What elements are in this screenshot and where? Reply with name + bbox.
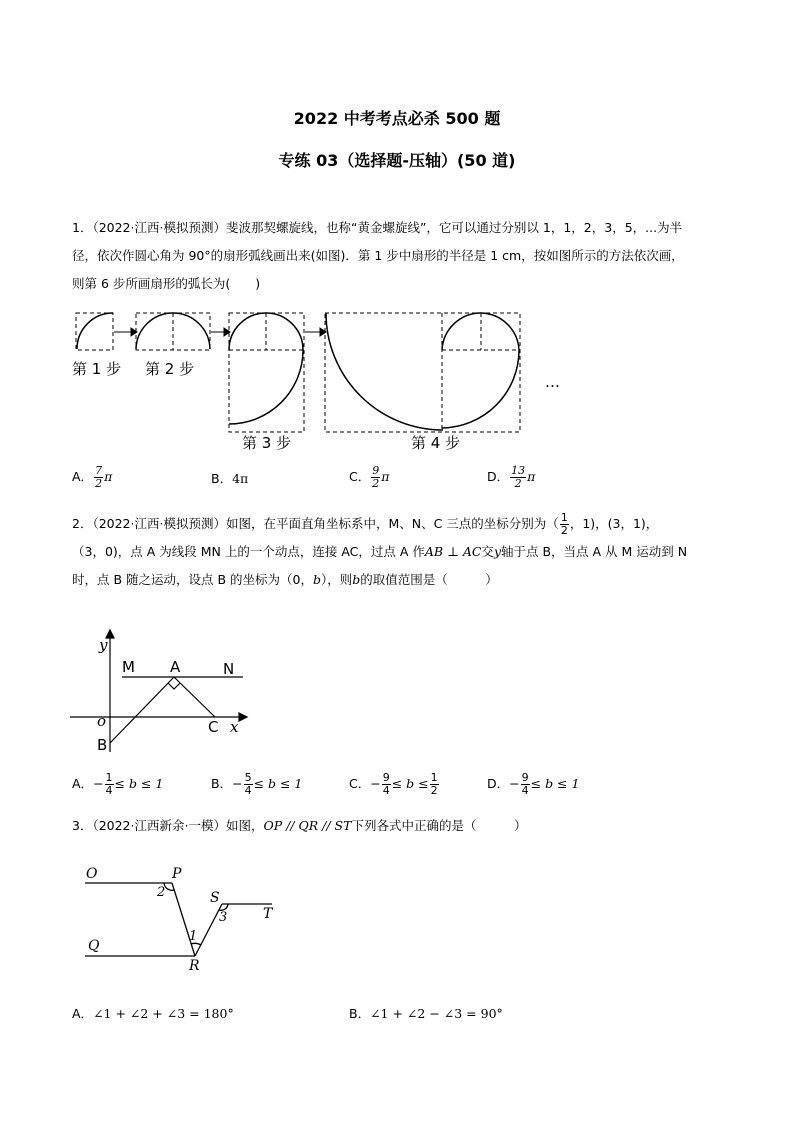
- fig3-angle-1-label: 1: [189, 929, 198, 944]
- q3-option-a[interactable]: A．∠1 + ∠2 + ∠3 = 180°: [72, 1006, 234, 1021]
- q1-option-d[interactable]: D． $\frac{13}{2}$ π: [487, 464, 536, 490]
- fig1-ellipsis: …: [545, 373, 560, 391]
- fig2-n-label: N: [223, 660, 235, 678]
- question-2-text: [72, 510, 732, 594]
- q3-line-1: 3．（2022·江西新余·一模）如图，OP // QR // ST下列各式中正确的是（ ）: [72, 818, 527, 833]
- fraction: $\frac{13}{2}$: [511, 464, 526, 490]
- fig3-q-label: Q: [88, 938, 100, 954]
- q1-option-c[interactable]: C． $\frac{9}{2}$ π: [349, 464, 390, 490]
- fig2-a-label: A: [170, 658, 181, 676]
- fibonacci-spiral-figure: [0, 305, 794, 465]
- q1-option-b[interactable]: B．4π: [211, 471, 249, 486]
- option-letter: B．: [211, 471, 233, 486]
- fig2-origin-label: o: [97, 712, 107, 730]
- question-3-text: [72, 812, 732, 840]
- q3-option-b[interactable]: B．∠1 + ∠2 − ∠3 = 90°: [349, 1006, 503, 1021]
- fig2-m-label: M: [122, 658, 135, 676]
- fraction: $\frac{9}{4}$: [521, 771, 529, 797]
- fig1-step1-label: 第 1 步: [72, 360, 122, 378]
- option-letter: A．: [72, 469, 94, 484]
- page-title: 2022 中考考点必杀 500 题: [293, 109, 501, 128]
- fig1-step3-label: 第 3 步: [242, 434, 292, 452]
- q2-line-3: 时，点 B 随之运动，设点 B 的坐标为（0，b），则b的取值范围是（ ）: [72, 572, 498, 587]
- q1-option-a[interactable]: A． $\frac{7}{2}$ π: [72, 464, 113, 490]
- fraction: $\frac{5}{4}$: [244, 771, 252, 797]
- fig1-step2-label: 第 2 步: [145, 360, 195, 378]
- fig3-angle-3-label: 3: [219, 910, 228, 925]
- fraction: $\frac{9}{2}$: [372, 464, 380, 490]
- fraction: $\frac{1}{2}$: [430, 771, 438, 797]
- page-subtitle: 专练 03（选择题-压轴）(50 道): [278, 151, 516, 170]
- fig2-b-label: B: [97, 736, 108, 754]
- fig3-o-label: O: [86, 866, 98, 882]
- fig2-c-label: C: [208, 718, 219, 736]
- fraction: $\frac{9}{4}$: [382, 771, 390, 797]
- fig2-y-label: y: [99, 636, 108, 654]
- coordinate-figure: [60, 628, 300, 758]
- q2-option-a[interactable]: A．− $\frac{1}{4}$ ≤ b ≤ 1: [72, 771, 164, 797]
- q2-option-d[interactable]: D．− $\frac{9}{4}$ ≤ b ≤ 1: [487, 771, 580, 797]
- option-letter: C．: [349, 469, 371, 484]
- q2-line-2: （3，0)，点 A 为线段 MN 上的一个动点，连接 AC，过点 A 作AB ⊥ AC交y轴于点 B，当点 A 从 M 运动到 N: [72, 544, 688, 559]
- fraction: $\frac{7}{2}$: [95, 464, 103, 490]
- q1-line-2: 径，依次作圆心角为 90°的扇形弧线画出来(如图)．第 1 步中扇形的半径是 1 cm，按如图所示的方法依次画，: [72, 248, 684, 263]
- q1-line-1: 1．（2022·江西·模拟预测）斐波那契螺旋线，也称“黄金螺旋线”，它可以通过分别以 1，1，2，3，5，...为半: [72, 220, 683, 235]
- fig3-angle-2-label: 2: [157, 885, 166, 900]
- q2-option-b[interactable]: B．− $\frac{5}{4}$ ≤ b ≤ 1: [211, 771, 303, 797]
- fraction: $\frac{1}{2}$: [560, 511, 568, 537]
- q1-line-3: 则第 6 步所画扇形的弧长为( ): [72, 276, 261, 291]
- fig3-t-label: T: [263, 906, 273, 922]
- fraction: $\frac{1}{4}$: [105, 771, 113, 797]
- fig3-s-label: S: [210, 890, 220, 906]
- fig3-r-label: R: [189, 958, 200, 974]
- fig1-step4-label: 第 4 步: [411, 434, 461, 452]
- q2-option-c[interactable]: C．− $\frac{9}{4}$ ≤ b ≤ $\frac{1}{2}$: [349, 771, 438, 797]
- option-letter: D．: [487, 469, 510, 484]
- fig3-p-label: P: [172, 866, 182, 882]
- fig2-x-label: x: [230, 718, 239, 736]
- q2-line-1: 2．（2022·江西·模拟预测）如图，在平面直角坐标系中，M、N、C 三点的坐标分别为（ $\frac{1}{2}$ ，1)，(3，1)，: [72, 511, 659, 537]
- question-1-text: [72, 214, 732, 298]
